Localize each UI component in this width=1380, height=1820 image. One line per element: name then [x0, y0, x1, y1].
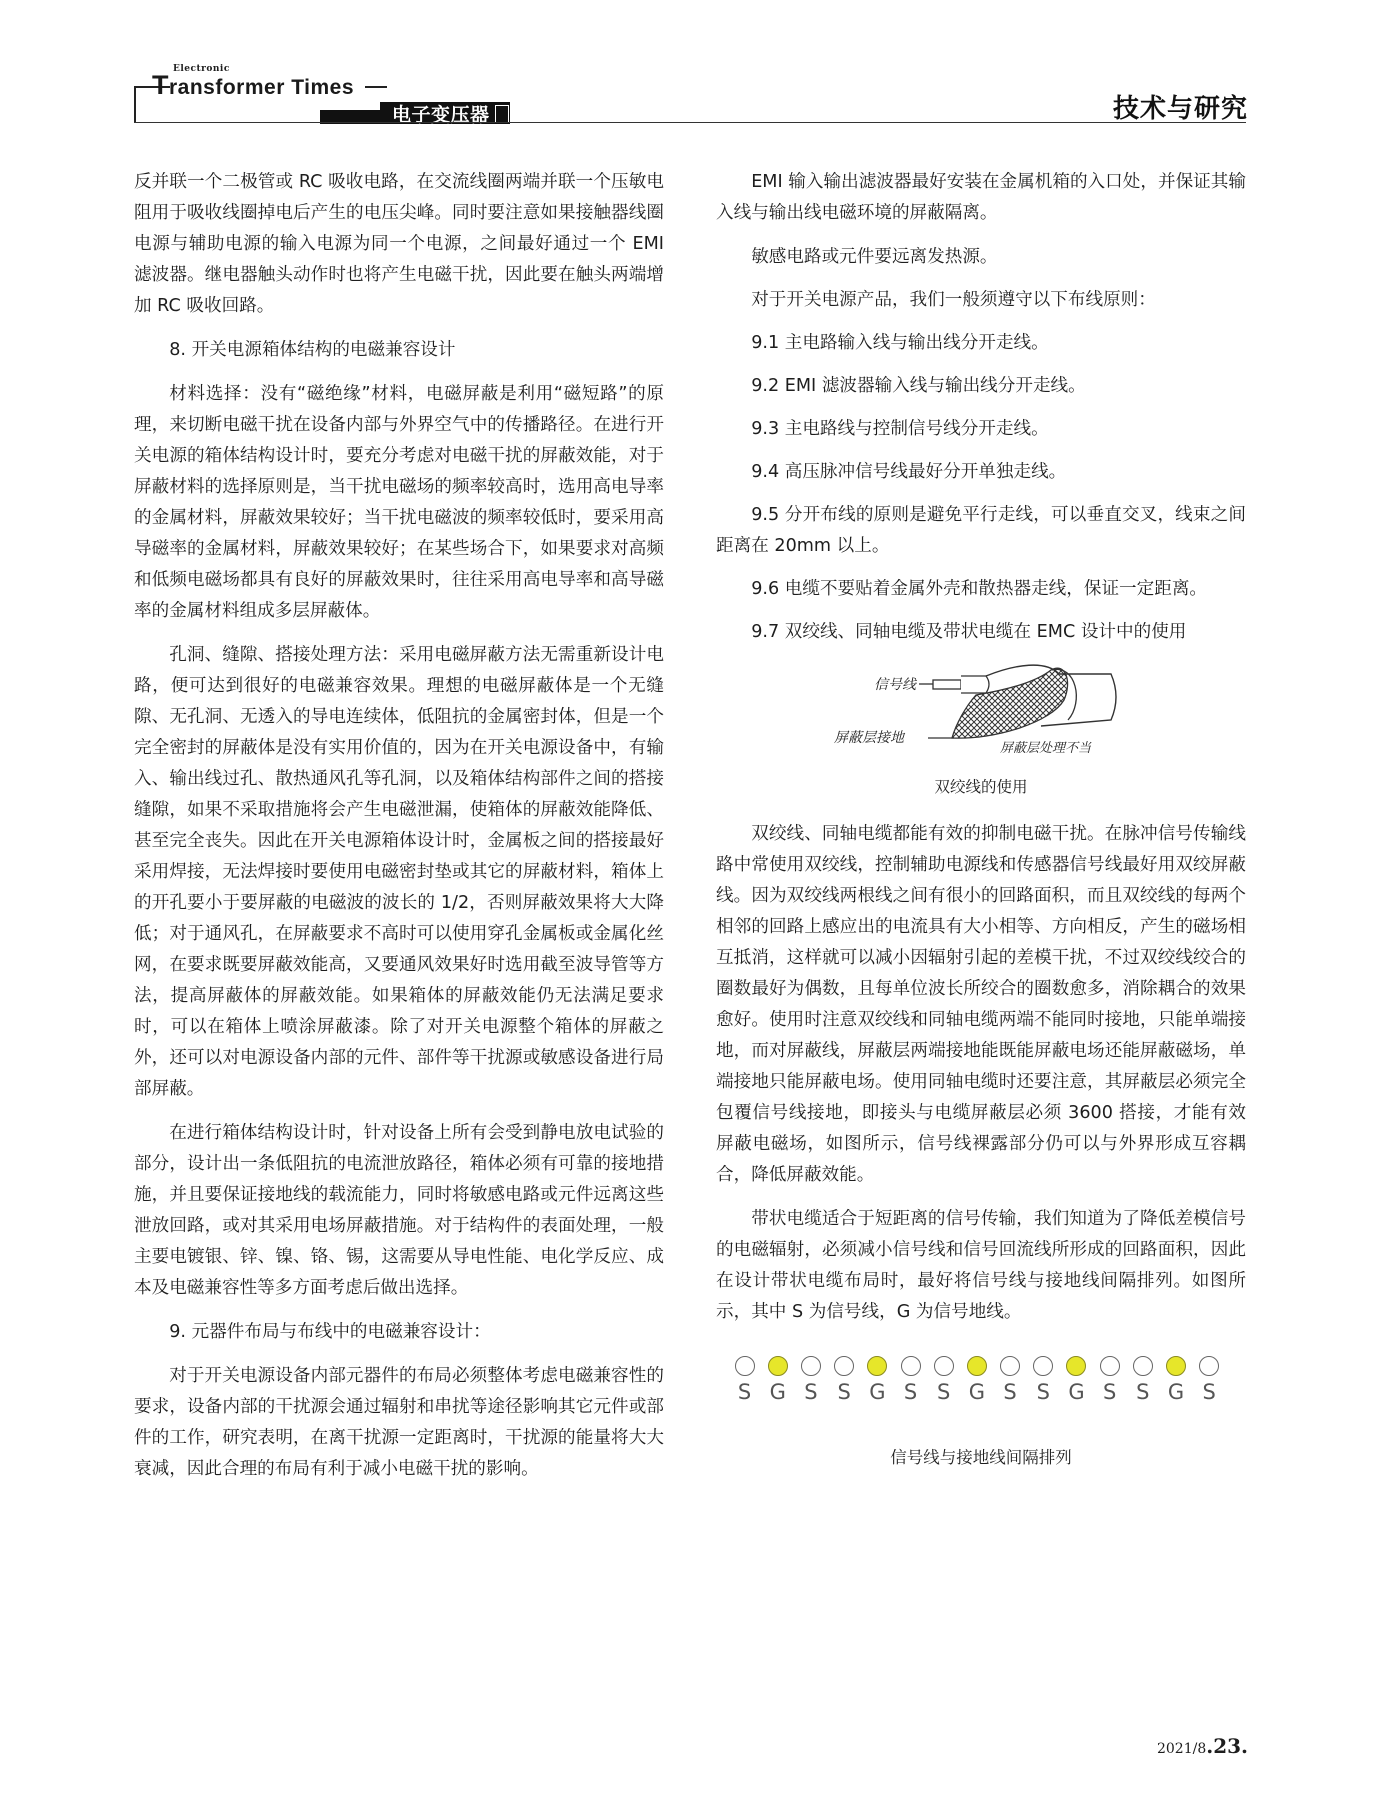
rule-9-3: 9.3 主电路线与控制信号线分开走线。	[751, 419, 1049, 439]
right-paragraph-ribbon: 带状电缆适合于短距离的信号传输，我们知道为了降低差模信号的电磁辐射，必须减小信号线和信号回流线所形成的回路面积，因此在设计带状电缆布局时，最好将信号线与接地线间隔排列。如图所示，其中 S 为信号线，G 为信号地线。	[716, 1209, 1246, 1322]
signal-wire-dot	[1000, 1356, 1020, 1376]
left-paragraph-grounding: 在进行箱体结构设计时，针对设备上所有会受到静电放电试验的部分，设计出一条低阻抗的电流泄放路径，箱体必须有可靠的接地措施，并且要保证接地线的载流能力，同时将敏感电路或元件远离这些泄放回路，或对其采用电场屏蔽措施。对于结构件的表面处理，一般主要电镀银、锌、镍、铬、锡，这需要从导电性能、电化学反应、成本及电磁兼容性等多方面考虑后做出选择。	[134, 1123, 664, 1298]
header-rule	[134, 122, 1246, 123]
rule-9-5: 9.5 分开布线的原则是避免平行走线，可以垂直交叉，线束之间距离在 20mm 以上。	[716, 505, 1246, 556]
conductor-label: S	[1036, 1380, 1050, 1404]
left-column	[134, 167, 664, 1498]
section-9-heading: 9. 元器件布局与布线中的电磁兼容设计：	[169, 1322, 491, 1342]
conductor-label: S	[937, 1380, 951, 1404]
ribbon-conductor	[1027, 1356, 1060, 1404]
brand-name-rest: ransformer Times	[169, 76, 355, 99]
issue-date: 2021/8	[1156, 1741, 1207, 1757]
conductor-label: S	[1003, 1380, 1017, 1404]
section-8-heading: 8. 开关电源箱体结构的电磁兼容设计	[169, 340, 456, 360]
conductor-label: G	[769, 1380, 786, 1404]
inner-conductor	[933, 680, 961, 689]
section-title: 技术与研究	[1112, 94, 1248, 124]
ground-wire-dot	[1166, 1356, 1186, 1376]
right-paragraph-heat: 敏感电路或元件要远离发热源。	[751, 247, 998, 267]
rule-9-6: 9.6 电缆不要贴着金属外壳和散热器走线，保证一定距离。	[751, 579, 1208, 599]
signal-wire-dot	[1100, 1356, 1120, 1376]
rule-9-4: 9.4 高压脉冲信号线最好分开单独走线。	[751, 462, 1067, 482]
left-paragraph-1: 反并联一个二极管或 RC 吸收电路，在交流线圈两端并联一个压敏电阻用于吸收线圈掉电后产生的电压尖峰。同时要注意如果接触器线圈电源与辅助电源的输入电源为同一个电源，之间最好通过一个 EMI 滤波器。继电器触头动作时也将产生电磁干扰，因此要在触头两端增加 RC 吸收回路。	[134, 172, 664, 316]
ribbon-conductor	[960, 1356, 993, 1404]
conductor-label: G	[1167, 1380, 1185, 1404]
conductor-label: G	[1068, 1380, 1085, 1404]
ribbon-conductor	[861, 1356, 894, 1404]
ribbon-conductor	[894, 1356, 927, 1404]
rule-9-7: 9.7 双绞线、同轴电缆及带状电缆在 EMC 设计中的使用	[751, 622, 1187, 642]
ribbon-conductor	[994, 1356, 1027, 1404]
rule-9-2: 9.2 EMI 滤波器输入线与输出线分开走线。	[751, 376, 1086, 396]
signal-wire-dot	[1033, 1356, 1053, 1376]
conductor-label: S	[1202, 1380, 1216, 1404]
figure-caption-twisted-pair: 双绞线的使用	[934, 778, 1028, 796]
signal-wire-dot	[901, 1356, 921, 1376]
rule-9-1: 9.1 主电路输入线与输出线分开走线。	[751, 333, 1049, 353]
brand-chinese-title: 电子变压器	[392, 104, 490, 126]
right-column	[716, 167, 1246, 1473]
signal-wire-dot	[1133, 1356, 1153, 1376]
brand-small-text: Electronic	[173, 64, 230, 74]
brand-initial: T	[152, 70, 169, 100]
left-paragraph-materials: 材料选择：没有“磁绝缘”材料，电磁屏蔽是利用“磁短路”的原理，来切断电磁干扰在设备内部与外界空气中的传播路径。在进行开关电源的箱体结构设计时，要充分考虑对电磁干扰的屏蔽效能，对于屏蔽材料的选择原则是，当干扰电磁场的频率较高时，选用高电导率的金属材料，屏蔽效果较好；当干扰电磁波的频率较低时，要采用高导磁率的金属材料，屏蔽效果较好；在某些场合下，如果要求对高频和低频电磁场都具有良好的屏蔽效果时，往往采用高电导率和高导磁率的金属材料组成多层屏蔽体。	[134, 384, 664, 621]
ribbon-conductor	[927, 1356, 960, 1404]
ribbon-conductor	[1093, 1356, 1126, 1404]
label-shield-ground: 屏蔽层接地	[834, 730, 904, 746]
right-paragraph-twisted-pair: 双绞线、同轴电缆都能有效的抑制电磁干扰。在脉冲信号传输线路中常使用双绞线，控制辅助电源线和传感器信号线最好用双绞屏蔽线。因为双绞线两根线之间有很小的回路面积，而且双绞线的每两个相邻的回路上感应出的电流具有大小相等、方向相反，产生的磁场相互抵消，这样就可以减小因辐射引起的差模干扰，不过双绞线绞合的圈数最好为偶数，且每单位波长所绞合的圈数愈多，消除耦合的效果愈好。使用时注意双绞线和同轴电缆两端不能同时接地，只能单端接地，而对屏蔽线，屏蔽层两端接地能既能屏蔽电场还能屏蔽磁场，单端接地只能屏蔽电场。使用同轴电缆时还要注意，其屏蔽层必须完全包覆信号线接地，即接头与电缆屏蔽层必须 3600 搭接，才能有效屏蔽电磁场，如图所示，信号线裸露部分仍可以与外界形成互容耦合，降低屏蔽效能。	[716, 824, 1246, 1185]
conductor-label: S	[737, 1380, 752, 1404]
coax-cable-drawing	[716, 662, 1246, 762]
ground-wire-dot	[1066, 1356, 1086, 1376]
figure-caption-ribbon: 信号线与接地线间隔排列	[890, 1448, 1072, 1467]
brand-bar-notch	[320, 102, 380, 110]
signal-wire-dot	[801, 1356, 821, 1376]
ribbon-conductor	[1126, 1356, 1159, 1404]
ribbon-conductor	[828, 1356, 861, 1404]
label-shield-improper: 屏蔽层处理不当	[1000, 741, 1092, 756]
ribbon-cable-figure	[716, 1356, 1246, 1426]
dielectric	[961, 676, 989, 693]
ground-wire-dot	[768, 1356, 788, 1376]
conductor-label: G	[869, 1380, 886, 1404]
header-rule-vertical	[134, 86, 136, 122]
left-paragraph-holes: 孔洞、缝隙、搭接处理方法：采用电磁屏蔽方法无需重新设计电路，便可达到很好的电磁兼容效果。理想的电磁屏蔽体是一个无缝隙、无孔洞、无透入的导电连续体，低阻抗的金属密封体，但是一个完全密封的屏蔽体是没有实用价值的，因为在开关电源设备中，有输入、输出线过孔、散热通风孔等孔洞，以及箱体结构部件之间的搭接缝隙，如果不采取措施将会产生电磁泄漏，使箱体的屏蔽效能降低、甚至完全丧失。因此在开关电源箱体设计时，金属板之间的搭接最好采用焊接，无法焊接时要使用电磁密封垫或其它的屏蔽材料，箱体上的开孔要小于要屏蔽的电磁波的波长的 1/2，否则屏蔽效果将大大降低；对于通风孔，在屏蔽要求不高时可以使用穿孔金属板或金属化丝网，在要求既要屏蔽效能高，又要通风效果好时选用截至波导管等方法，提高屏蔽体的屏蔽效能。如果箱体的屏蔽效能仍无法满足要求时，可以在箱体上喷涂屏蔽漆。除了对开关电源整个箱体的屏蔽之外，还可以对电源设备内部的元件、部件等干扰源或敏感设备进行局部屏蔽。	[134, 645, 664, 1099]
right-paragraph-emi: EMI 输入输出滤波器最好安装在金属机箱的入口处，并保证其输入线与输出线电磁环境的屏蔽隔离。	[716, 172, 1246, 223]
ribbon-conductor	[1159, 1356, 1192, 1404]
ribbon-conductors	[728, 1356, 1226, 1404]
ground-wire-dot	[967, 1356, 987, 1376]
conductor-label: S	[1102, 1380, 1117, 1404]
ribbon-conductor	[1060, 1356, 1093, 1404]
signal-wire-dot	[735, 1356, 755, 1376]
page-number: .23.	[1206, 1734, 1248, 1758]
label-signal-line: 信号线	[874, 677, 916, 693]
left-paragraph-layout: 对于开关电源设备内部元器件的布局必须整体考虑电磁兼容性的要求，设备内部的干扰源会通过辐射和串扰等途径影响其它元件或部件的工作，研究表明，在离干扰源一定距离时，干扰源的能量将大大衰减，因此合理的布局有利于减小电磁干扰的影响。	[134, 1366, 664, 1479]
ground-wire-dot	[867, 1356, 887, 1376]
coax-cable-figure	[716, 662, 1246, 762]
ribbon-conductor	[761, 1356, 794, 1404]
brand-tag-icon	[495, 105, 509, 123]
page-footer	[1157, 1734, 1248, 1758]
ribbon-conductor	[1193, 1356, 1226, 1404]
brand-name	[152, 70, 354, 101]
signal-wire-dot	[834, 1356, 854, 1376]
header-rule-right	[365, 86, 387, 88]
ribbon-conductor	[728, 1356, 761, 1404]
conductor-label: G	[968, 1380, 986, 1404]
right-paragraph-rules: 对于开关电源产品，我们一般须遵守以下布线原则：	[751, 290, 1156, 310]
conductor-label: S	[837, 1380, 851, 1404]
signal-wire-dot	[1199, 1356, 1219, 1376]
conductor-label: S	[903, 1380, 918, 1404]
conductor-label: S	[1136, 1380, 1150, 1404]
conductor-label: S	[804, 1380, 818, 1404]
ribbon-conductor	[794, 1356, 827, 1404]
signal-wire-dot	[934, 1356, 954, 1376]
